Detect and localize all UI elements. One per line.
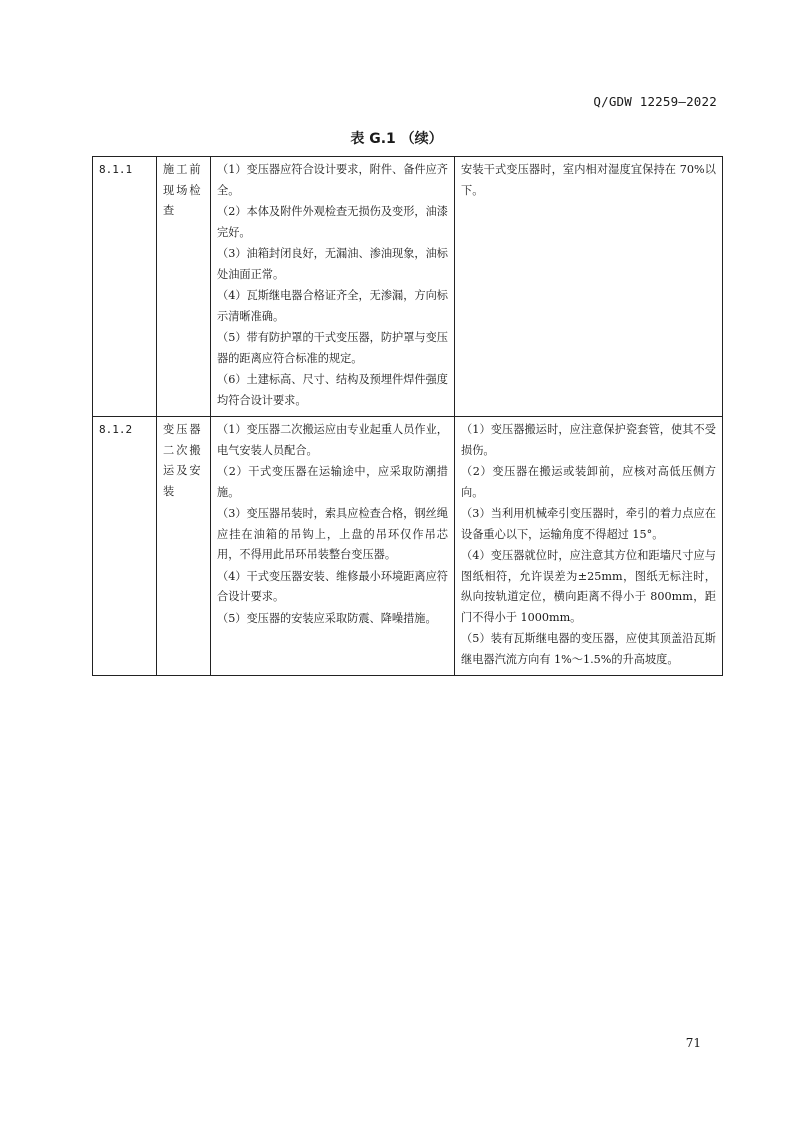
table-row bbox=[93, 417, 723, 676]
requirement-line: （3）变压器吊装时，索具应检查合格，钢丝绳应挂在油箱的吊钩上，上盘的吊环仅作吊芯用，不得用此吊环吊装整台变压器。 bbox=[217, 507, 448, 561]
document-code: Q/GDW 12259—2022 bbox=[593, 94, 717, 109]
requirement-line: （4）干式变压器安装、维修最小环境距离应符合设计要求。 bbox=[217, 569, 448, 603]
notes-cell bbox=[455, 417, 723, 676]
note-line: （5）装有瓦斯继电器的变压器，应使其顶盖沿瓦斯继电器汽流方向有 1%～1.5%的升高坡度。 bbox=[461, 632, 716, 666]
note-line: （4）变压器就位时，应注意其方位和距墙尺寸应与图纸相符，允许误差为±25mm，图纸无标注时，纵向按轨道定位，横向距离不得小于 800mm，距门不得小于 1000mm。 bbox=[461, 549, 716, 624]
requirement-line: （5）变压器的安装应采取防震、降噪措施。 bbox=[217, 611, 437, 625]
requirement-line: （1）变压器二次搬运应由专业起重人员作业，电气安装人员配合。 bbox=[217, 423, 448, 457]
note-line: （2）变压器在搬运或装卸前，应核对高低压侧方向。 bbox=[461, 465, 716, 499]
table-caption: 表 G.1 （续） bbox=[350, 131, 443, 147]
row-number-cell: 8.1.2 bbox=[93, 417, 157, 676]
row-item-cell: 变压器二次搬运及安装 bbox=[157, 417, 211, 676]
requirement-line: （4）瓦斯继电器合格证齐全，无渗漏，方向标示清晰准确。 bbox=[217, 289, 448, 323]
note-line: （3）当利用机械牵引变压器时，牵引的着力点应在设备重心以下，运输角度不得超过 15°。 bbox=[461, 507, 716, 541]
requirement-line: （1）变压器应符合设计要求，附件、备件应齐全。 bbox=[217, 163, 448, 197]
note-line: 安装干式变压器时，室内相对湿度宜保持在 70%以下。 bbox=[461, 163, 716, 197]
requirement-line: （2）干式变压器在运输途中，应采取防潮措施。 bbox=[217, 465, 448, 499]
page-number: 71 bbox=[685, 1036, 701, 1050]
requirements-cell bbox=[211, 157, 455, 417]
requirement-line: （3）油箱封闭良好，无漏油、渗油现象，油标处油面正常。 bbox=[217, 247, 448, 281]
row-item-cell: 施工前现场检查 bbox=[157, 157, 211, 417]
requirement-line: （6）土建标高、尺寸、结构及预埋件焊件强度均符合设计要求。 bbox=[217, 373, 448, 407]
note-line: （1）变压器搬运时，应注意保护瓷套管，使其不受损伤。 bbox=[461, 423, 716, 457]
notes-cell bbox=[455, 157, 723, 417]
requirements-cell bbox=[211, 417, 455, 676]
requirement-line: （2）本体及附件外观检查无损伤及变形，油漆完好。 bbox=[217, 205, 448, 239]
inspection-table bbox=[92, 156, 723, 676]
table-row bbox=[93, 157, 723, 417]
row-number-cell: 8.1.1 bbox=[93, 157, 157, 417]
requirement-line: （5）带有防护罩的干式变压器，防护罩与变压器的距离应符合标准的规定。 bbox=[217, 331, 448, 365]
